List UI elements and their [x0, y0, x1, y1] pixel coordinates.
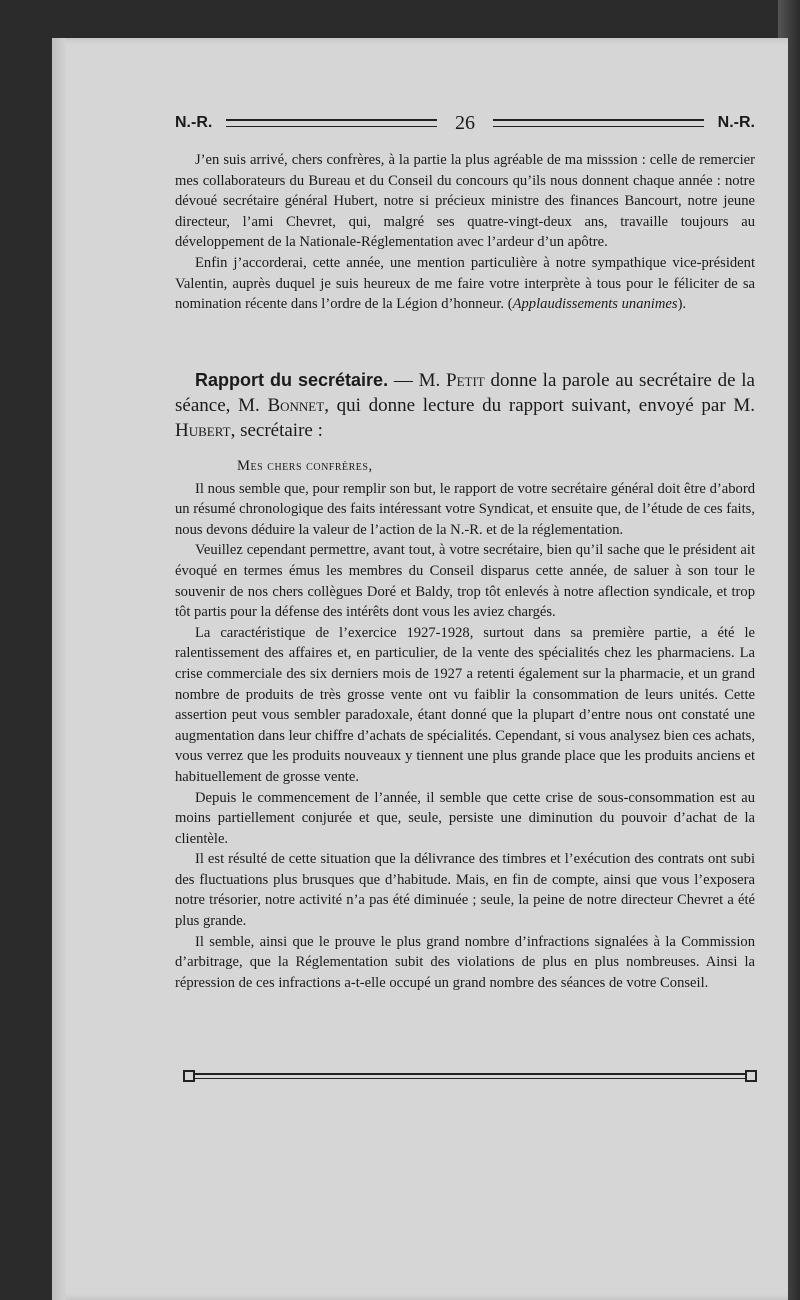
header-rule-left [226, 119, 437, 127]
intro-paragraph-2 [175, 253, 755, 315]
header-left-label: N.-R. [175, 114, 213, 131]
report-paragraph-5: Il est résulté de cette situation que la délivrance des timbres et l’exécution des contrats ont subi des fluctuations plus brusques que d’habitude. Mais, en fin de compte, ainsi que vous l’exposera notre trésorier, notre activité n’a pas été diminuée ; seule, la peine de notre directeur Chevret a été plus grande. [175, 851, 755, 930]
report-paragraph-4: Depuis le commencement de l’année, il semble que cette crise de sous-consommation est au moins partiellement conjurée et que, seule, persiste une diminution du pouvoir d’achat de la clientèle. [175, 789, 755, 847]
section-text-1: — M. [388, 370, 446, 391]
intro-paragraph-1: J’en suis arrivé, chers confrères, à la partie la plus agréable de ma misssion : celle de remercier mes collaborateurs du Bureau et du Conseil du concours qu’ils nous donnent chaque année : notre dévoué secrétaire général Hubert, notre si précieux ministre des finances Bancourt, notre jeune directeur, l’ami Chevret, qui, malgré ses quatre-vingt-deux ans, travaille toujours au développement de la Nationale-Réglementation avec l’ardeur d’un apôtre. [175, 152, 755, 251]
report-salutation: Mes chers confrères, [237, 458, 373, 474]
report-paragraph-2: Veuillez cependant permettre, avant tout, à votre secrétaire, bien qu’il sache que le président ait évoqué en termes émus les membres du Conseil disparus cette année, de saluer à son tour le souvenir de nos chers collègues Doré et Baldy, trop tôt enlevés à notre aflection syndicale, et trop tôt partis pour la défense des intérêts dont vous les aviez chargés. [175, 542, 755, 621]
report-paragraph-3: La caractéristique de l’exercice 1927-1928, surtout dans sa première partie, a été le ralentissement des affaires et, en particulier, de la vente des spécialités chez les pharmaciens. La crise commerciale des six derniers mois de 1927 a retenti également sur la pharmacie, et un grand nombre de produits de très grosse vente ont vu faiblir la consommation de leurs unités. Cette assertion peut vous sembler paradoxale, étant donné que la plupart d’entre nous ont constaté une augmentation dans leur chiffre d’achats de spécialités. Cependant, si vous analysez bien ces achats, vous verrez que les produits nouveaux y tiennent une plus grande place que les produits anciens et habituellement de grosse vente. [175, 624, 755, 785]
report-body [175, 456, 755, 993]
section-text-4: , secrétaire : [230, 420, 323, 441]
report-paragraph-1: Il nous semble que, pour remplir son but, le rapport de votre secrétaire général doit être d’abord un résumé chronologique des faits intéressant votre Syndicat, et ensuite que, de l’étude de ces faits, nous devons déduire la valeur de l’action de la N.-R. et de la réglementation. [175, 480, 755, 538]
section-paragraph [175, 368, 755, 443]
footer-line [193, 1073, 747, 1079]
page-binding-edge [52, 38, 66, 1300]
name-hubert: Hubert [175, 420, 231, 441]
footer-square-right [745, 1070, 757, 1082]
intro-paragraph-2-text: Enfin j’accorderai, cette année, une mention particulière à notre sympathique vice-président Valentin, auprès duquel je suis heureux de me faire votre interprète à tous pour le féliciter de sa nomination récente dans l’ordre de la Légion d’honneur. ( [175, 254, 755, 313]
header-right-label: N.-R. [717, 114, 755, 131]
name-petit: Petit [446, 370, 485, 391]
section-text-3: , qui donne lecture du rapport suivant, envoyé par M. [324, 395, 755, 416]
intro-text [175, 150, 755, 315]
report-paragraph-6: Il semble, ainsi que le prouve le plus grand nombre d’infractions signalées à la Commission d’arbitrage, que la Réglementation subit des violations de plus en plus nombreuses. Ainsi la répression de ces infractions a-t-elle occupé un grand nombre des séances de votre Conseil. [175, 933, 755, 991]
name-bonnet: Bonnet [267, 395, 325, 416]
section-text-2: donne la parole au secrétaire de la séance, M. [175, 370, 755, 416]
footer-ornament-rule [183, 1068, 757, 1082]
applause-note: Applaudissements unanimes [512, 296, 678, 313]
section-title: Rapport du secrétaire. [195, 370, 389, 390]
header-rule-right [493, 119, 704, 127]
running-header [175, 108, 755, 138]
intro-paragraph-2-end: ). [677, 296, 687, 313]
section-intro [175, 368, 755, 443]
page-number: 26 [455, 111, 475, 134]
